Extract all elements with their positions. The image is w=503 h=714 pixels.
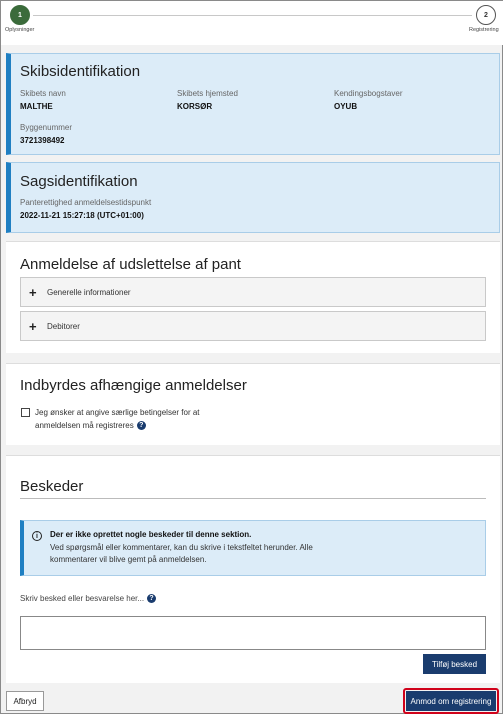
conditions-line-2 bbox=[35, 419, 200, 432]
no-messages-notice bbox=[20, 520, 486, 576]
add-message-button[interactable]: Tilføj besked bbox=[423, 654, 486, 674]
ship-name-value: MALTHE bbox=[20, 102, 53, 111]
accordion-general-info[interactable] bbox=[20, 277, 486, 307]
deletion-section-title: Anmeldelse af udslettelse af pant bbox=[20, 256, 241, 273]
plus-icon: + bbox=[29, 284, 37, 300]
messages-section-title: Beskeder bbox=[20, 478, 84, 495]
dependent-section bbox=[6, 363, 500, 445]
conditions-line-2-text: anmeldelsen må registreres bbox=[35, 421, 134, 430]
notice-body bbox=[50, 542, 450, 566]
timestamp-value: 2022-11-21 15:27:18 (UTC+01:00) bbox=[20, 211, 144, 220]
cancel-button[interactable]: Afbryd bbox=[6, 691, 44, 711]
help-icon[interactable]: ? bbox=[147, 594, 156, 603]
accordion-debtors-label: Debitorer bbox=[47, 321, 80, 331]
build-number-label: Byggenummer bbox=[20, 123, 73, 132]
step-2-circle[interactable]: 2 bbox=[476, 5, 496, 25]
message-input-label-text: Skriv besked eller besvarelse her... bbox=[20, 594, 145, 603]
build-number-value: 3721398492 bbox=[20, 136, 65, 145]
step-1-label: Oplysninger bbox=[5, 27, 35, 33]
progress-stepper bbox=[1, 1, 503, 45]
submit-registration-button[interactable]: Anmod om registrering bbox=[406, 691, 496, 711]
help-icon[interactable]: ? bbox=[137, 421, 146, 430]
callsign-value: OYUB bbox=[334, 102, 358, 111]
step-1-circle[interactable]: 1 bbox=[10, 5, 30, 25]
step-2-label: Registrering bbox=[469, 27, 499, 33]
notice-line-1: Ved spørgsmål eller kommentarer, kan du skrive i tekstfeltet herunder. Alle bbox=[50, 543, 313, 552]
message-textarea[interactable] bbox=[20, 616, 486, 650]
conditions-checkbox-label bbox=[35, 406, 200, 432]
callsign-label: Kendingsbogstaver bbox=[334, 89, 403, 98]
notice-title: Der er ikke oprettet nogle beskeder til denne sektion. bbox=[50, 530, 252, 539]
timestamp-label: Panterettighed anmeldelsestidspunkt bbox=[20, 198, 152, 207]
plus-icon: + bbox=[29, 318, 37, 334]
message-input-label bbox=[20, 594, 156, 603]
messages-divider bbox=[20, 498, 486, 499]
notice-line-2: kommentarer vil blive gemt på anmeldelsen. bbox=[50, 555, 207, 564]
ship-identification-panel bbox=[6, 53, 500, 155]
conditions-line-1: Jeg ønsker at angive særlige betingelser for at bbox=[35, 408, 200, 417]
dependent-section-title: Indbyrdes afhængige anmeldelser bbox=[20, 377, 247, 394]
accordion-general-info-label: Generelle informationer bbox=[47, 287, 131, 297]
case-identification-panel bbox=[6, 162, 500, 233]
accordion-debtors[interactable] bbox=[20, 311, 486, 341]
ship-identification-title: Skibsidentifikation bbox=[20, 63, 141, 80]
messages-section bbox=[6, 455, 500, 683]
deletion-section bbox=[6, 241, 500, 353]
conditions-checkbox[interactable] bbox=[21, 408, 30, 417]
ship-home-label: Skibets hjemsted bbox=[177, 89, 238, 98]
ship-name-label: Skibets navn bbox=[20, 89, 66, 98]
case-identification-title: Sagsidentifikation bbox=[20, 173, 138, 190]
stepper-line bbox=[33, 15, 472, 16]
info-icon: i bbox=[32, 531, 42, 541]
ship-home-value: KORSØR bbox=[177, 102, 213, 111]
